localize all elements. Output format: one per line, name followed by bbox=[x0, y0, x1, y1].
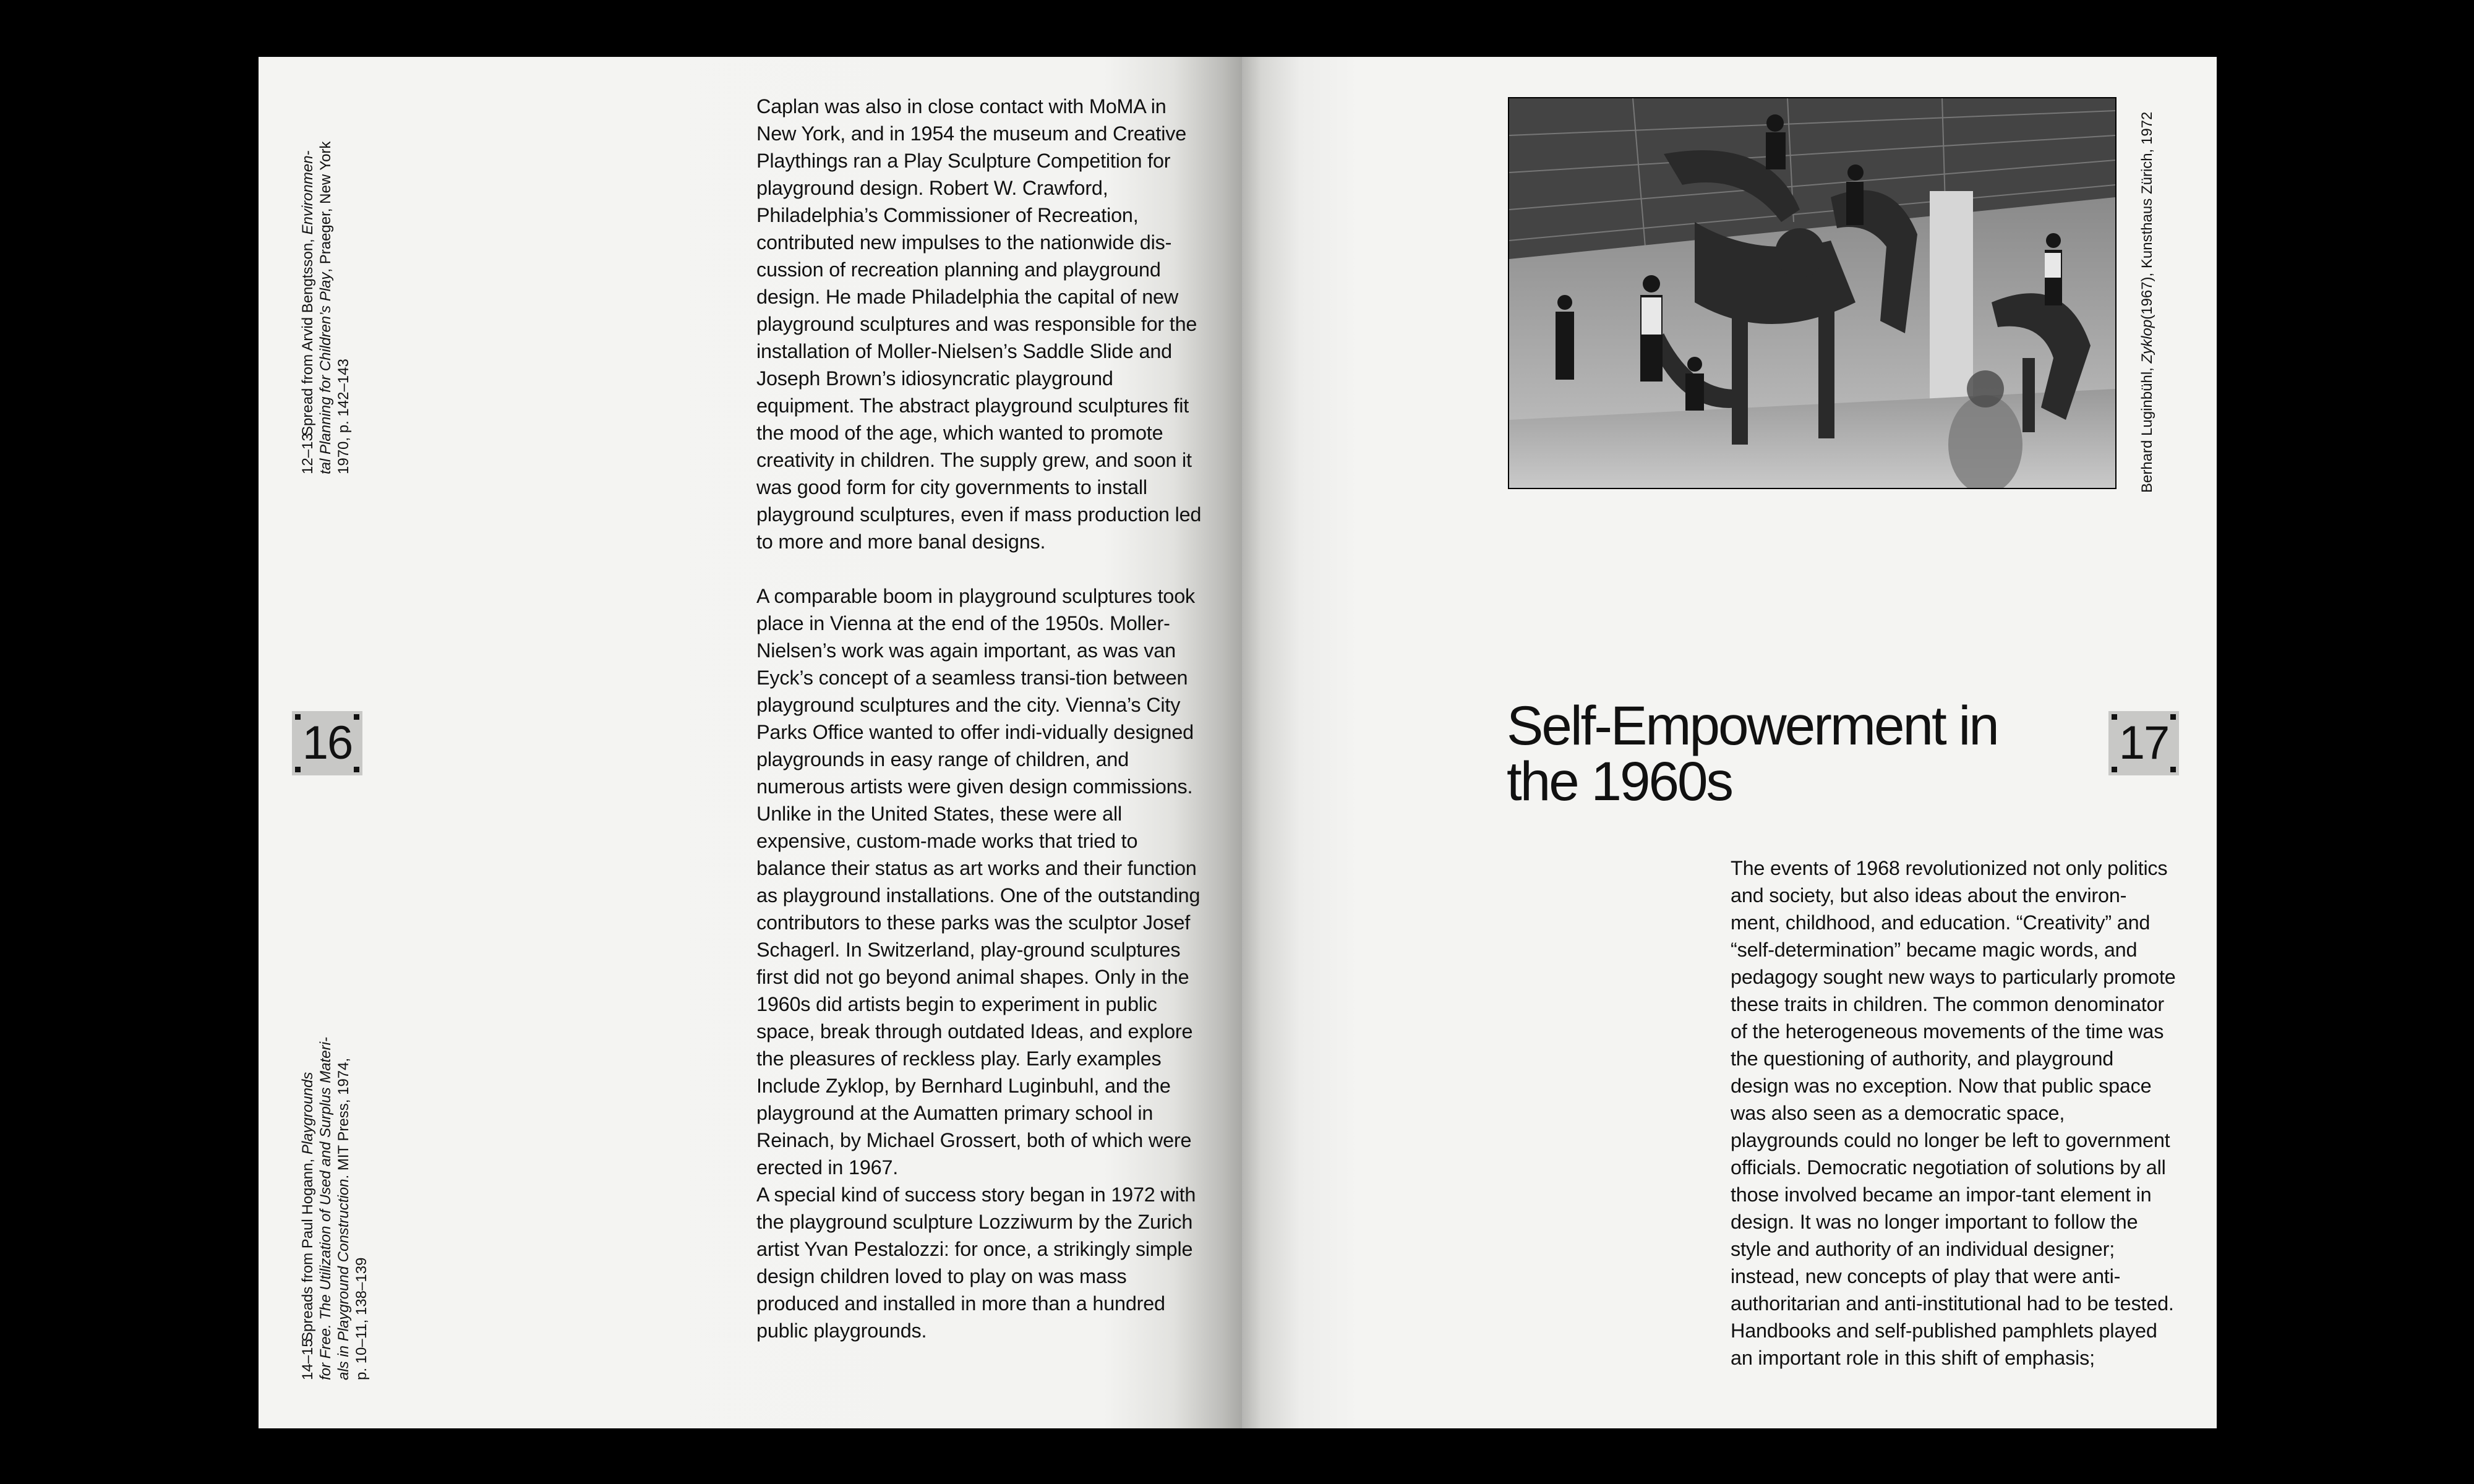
left-page bbox=[259, 57, 1242, 1428]
caption-spread-12-13: 12–13Spread from Arvid Bengtsson, Environmen- tal Planning for Children’s Play, Praeger, New York 1970, p. 142–143 bbox=[299, 141, 352, 474]
left-body-text bbox=[756, 93, 1202, 1344]
caption-spreads-14-15: 14–15Spreads from Paul Hogann, Playgrounds for Free. The Utilization of Used and Surplus Materi- als in Playground Construction. MIT Press, 1974, p. 10–11, 138–139 bbox=[299, 1037, 370, 1380]
page-number-16: 16 bbox=[292, 711, 362, 775]
right-page bbox=[1242, 57, 2217, 1428]
paragraph: A special kind of success story began in 1972 with the playground sculpture Lozziwurm by the Zurich artist Yvan Pestalozzi: for once, a strikingly simple design children loved to play on was mass produced and installed in more than a hundred public playgrounds. bbox=[756, 1183, 1196, 1342]
zyklop-photo bbox=[1508, 97, 2117, 489]
page-number-17: 17 bbox=[2108, 711, 2179, 775]
right-body-text bbox=[1731, 855, 2176, 1371]
paragraph: A comparable boom in playground sculptures took place in Vienna at the end of the 1950s. Moller-Nielsen’s work was again important, as was van Eyck’s concept of a seamless transi-tion between playground sculptures and the city. Vienna’s City Parks Office wanted to offer indi-vidually designed playgrounds in easy range of children, and numerous artists were given design commissions. Unlike in the United States, these were all expensive, custom-made works that tried to balance their status as art works and their function as playground installations. One of the outstanding contributors to these parks was the sculptor Josef Schagerl. In Switzerland, play-ground sculptures first did not go beyond animal shapes. Only in the 1960s did artists begin to experiment in public space, break through outdated Ideas, and explore the pleasures of reckless play. Early examples Include Zyklop, by Bernhard Luginbuhl, and the playground at the Aumatten primary school in Reinach, by Michael Grossert, both of which were erected in 1967. bbox=[756, 585, 1201, 1179]
paragraph: Caplan was also in close contact with MoMA in New York, and in 1954 the museum and Creative Playthings ran a Play Sculpture Competition for playground design. Robert W. Crawford, Philadelphia’s Commissioner of Recreation, contributed new impulses to the nationwide dis-cussion of recreation planning and playground design. He made Philadelphia the capital of new playground sculptures and was responsible for the installation of Moller-Nielsen’s Saddle Slide and Joseph Brown’s idiosyncratic playground equipment. The abstract playground sculptures fit the mood of the age, which wanted to promote creativity in children. The supply grew, and soon it was good form for city governments to install playground sculptures, even if mass production led to more and more banal designs. bbox=[756, 95, 1202, 553]
photo-caption: Berhard Luginbühl, Zyklop(1967), Kunsthaus Zürich, 1972 bbox=[2139, 111, 2155, 493]
paragraph: The events of 1968 revolutionized not only politics and society, but also ideas about the environ-ment, childhood, and education. “Creativity” and “self-determination” became magic words, and pedagogy sought new ways to particularly promote these traits in children. The common denominator of the heterogeneous movements of the time was the questioning of authority, and playground design was no exception. Now that public space was also seen as a democratic space, playgrounds could no longer be left to government officials. Democratic negotiation of solutions by all those involved became an impor-tant element in design. It was no longer important to follow the style and authority of an individual designer; instead, new concepts of play that were anti-authoritarian and anti-institutional had to be tested. Handbooks and self-published pamphlets played an important role in this shift of emphasis; bbox=[1731, 857, 2176, 1369]
section-heading: Self-Empowerment in the 1960s bbox=[1507, 694, 1998, 812]
